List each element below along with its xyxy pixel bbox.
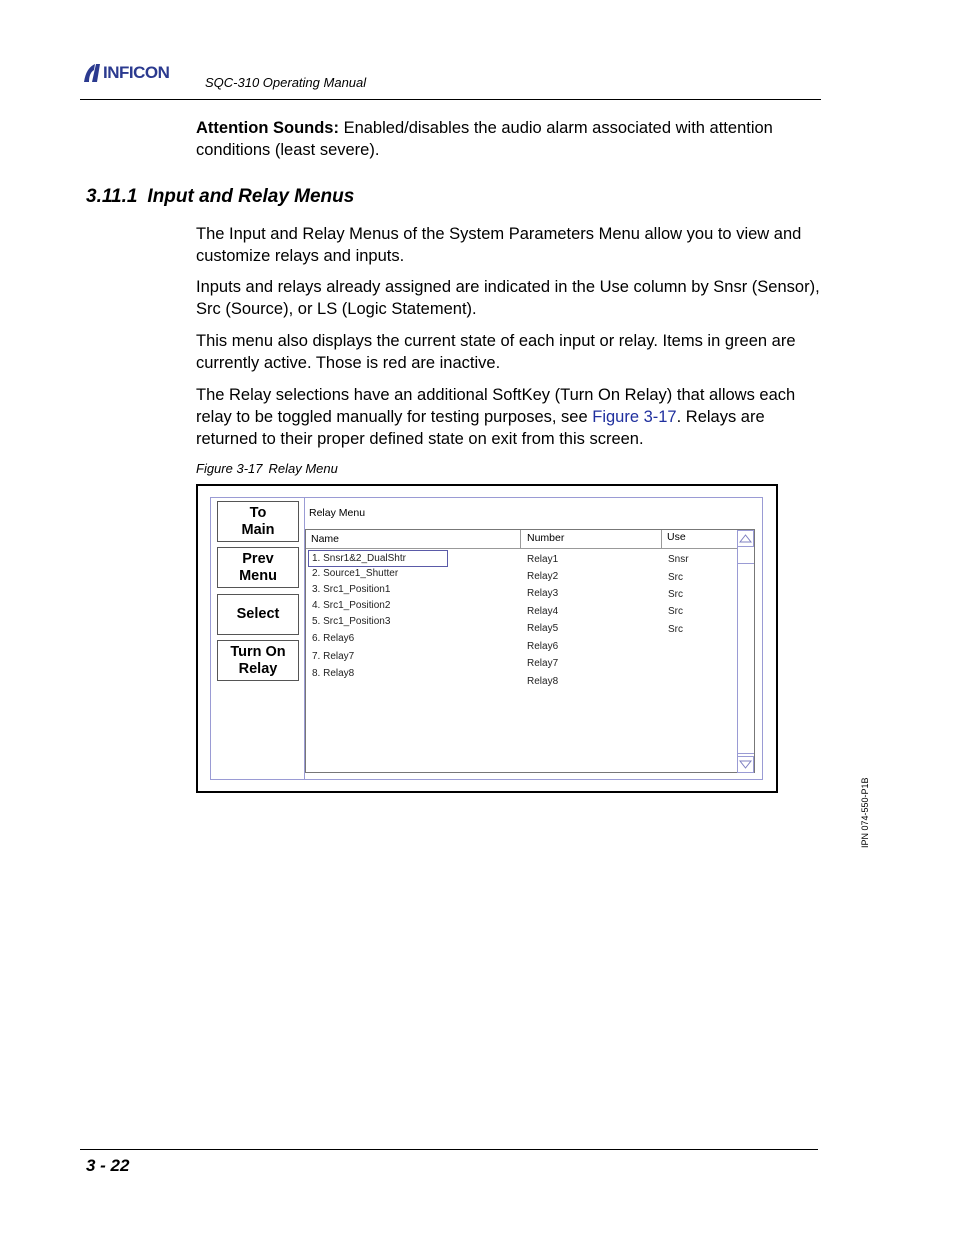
turn-on-relay-softkey[interactable] — [217, 640, 299, 681]
paragraph-relay — [196, 384, 821, 450]
relay-name[interactable]: 7. Relay7 — [312, 651, 355, 662]
footer-rule — [80, 1149, 818, 1150]
relay-name[interactable]: 2. Source1_Shutter — [312, 568, 399, 579]
figure-caption-title: Relay Menu — [268, 461, 338, 476]
column-divider — [661, 530, 662, 548]
header-rule — [80, 99, 821, 100]
figure-caption-number: Figure 3-17 — [196, 461, 263, 476]
to-main-softkey[interactable] — [217, 501, 299, 542]
attention-text: Enabled/disables the audio alarm associated with attention conditions (least severe). — [196, 119, 773, 159]
relay-name[interactable]: 5. Src1_Position3 — [312, 616, 391, 627]
scroll-up-button[interactable] — [737, 530, 754, 547]
relay-number: Relay5 — [527, 623, 559, 634]
relay-number: Relay4 — [527, 606, 559, 617]
relay-number: Relay2 — [527, 571, 559, 582]
relay-use: Src — [668, 589, 683, 600]
attention-label: Attention Sounds: — [196, 119, 339, 137]
relay-use: Src — [668, 606, 683, 617]
chevron-down-icon — [738, 757, 753, 772]
relay-use: Snsr — [668, 554, 689, 565]
relay-use: Src — [668, 572, 683, 583]
softkey-label-line1: Turn On — [230, 643, 286, 660]
column-header-name: Name — [311, 533, 340, 545]
select-softkey[interactable] — [217, 594, 299, 635]
inficon-logo — [82, 60, 197, 84]
section-title: Input and Relay Menus — [147, 186, 355, 207]
scrollbar-thumb-edge — [738, 753, 754, 754]
column-header-number: Number — [527, 532, 565, 544]
relay-name[interactable]: 8. Relay8 — [312, 668, 355, 679]
column-header-use: Use — [667, 531, 686, 543]
softkey-label-line2: Main — [241, 521, 275, 538]
relay-number: Relay1 — [527, 554, 559, 565]
prev-menu-softkey[interactable] — [217, 547, 299, 588]
softkey-label-line1: Select — [236, 606, 280, 622]
paragraph-use-column: Inputs and relays already assigned are indicated in the Use column by Snsr (Sensor), Src (Source), or LS (Logic Statement). — [196, 278, 820, 318]
relay-name[interactable]: 1. Snsr1&2_DualShtr — [312, 553, 406, 564]
attention-paragraph — [196, 117, 821, 161]
softkey-label-line2: Relay — [238, 660, 278, 677]
relay-text-after: . Relays are returned to their proper defined state on exit from this screen. — [196, 408, 765, 448]
menu-title: Relay Menu — [309, 507, 366, 519]
relay-number: Relay7 — [527, 658, 559, 669]
scrollbar-thumb-edge — [738, 563, 754, 564]
relay-name[interactable]: 3. Src1_Position1 — [312, 584, 391, 595]
page-number: 3 - 22 — [86, 1156, 130, 1175]
softkey-label-line1: Prev — [242, 550, 274, 567]
figure-caption — [196, 461, 338, 476]
section-heading — [86, 186, 354, 208]
manual-title: SQC-310 Operating Manual — [205, 75, 367, 90]
scroll-down-button[interactable] — [737, 756, 754, 773]
section-number: 3.11.1 — [86, 186, 138, 207]
relay-use: Src — [668, 624, 683, 635]
relay-name[interactable]: 4. Src1_Position2 — [312, 600, 391, 611]
relay-text-before: The Relay selections have an additional SoftKey (Turn On Relay) that allows each relay to be toggled manually for testing purposes, see — [196, 386, 796, 426]
relay-number: Relay3 — [527, 588, 559, 599]
chevron-up-icon — [738, 531, 753, 546]
part-number-label: IPN 074-550-P1B — [860, 777, 870, 848]
figure-link[interactable]: Figure 3-17 — [592, 408, 677, 426]
relay-number: Relay8 — [527, 676, 559, 687]
paragraph-intro: The Input and Relay Menus of the System Parameters Menu allow you to view and customize relays and inputs. — [196, 225, 802, 265]
table-header-divider — [306, 548, 737, 549]
logo-text: INFICON — [103, 63, 170, 82]
softkey-label-line2: Menu — [239, 567, 277, 584]
relay-name[interactable]: 6. Relay6 — [312, 633, 355, 644]
column-divider — [520, 530, 521, 548]
relay-number: Relay6 — [527, 641, 559, 652]
scrollbar-track[interactable] — [737, 530, 754, 772]
paragraph-state: This menu also displays the current state of each input or relay. Items in green are currently active. Those is red are inactive. — [196, 332, 796, 372]
softkey-label-line1: To — [249, 504, 267, 521]
